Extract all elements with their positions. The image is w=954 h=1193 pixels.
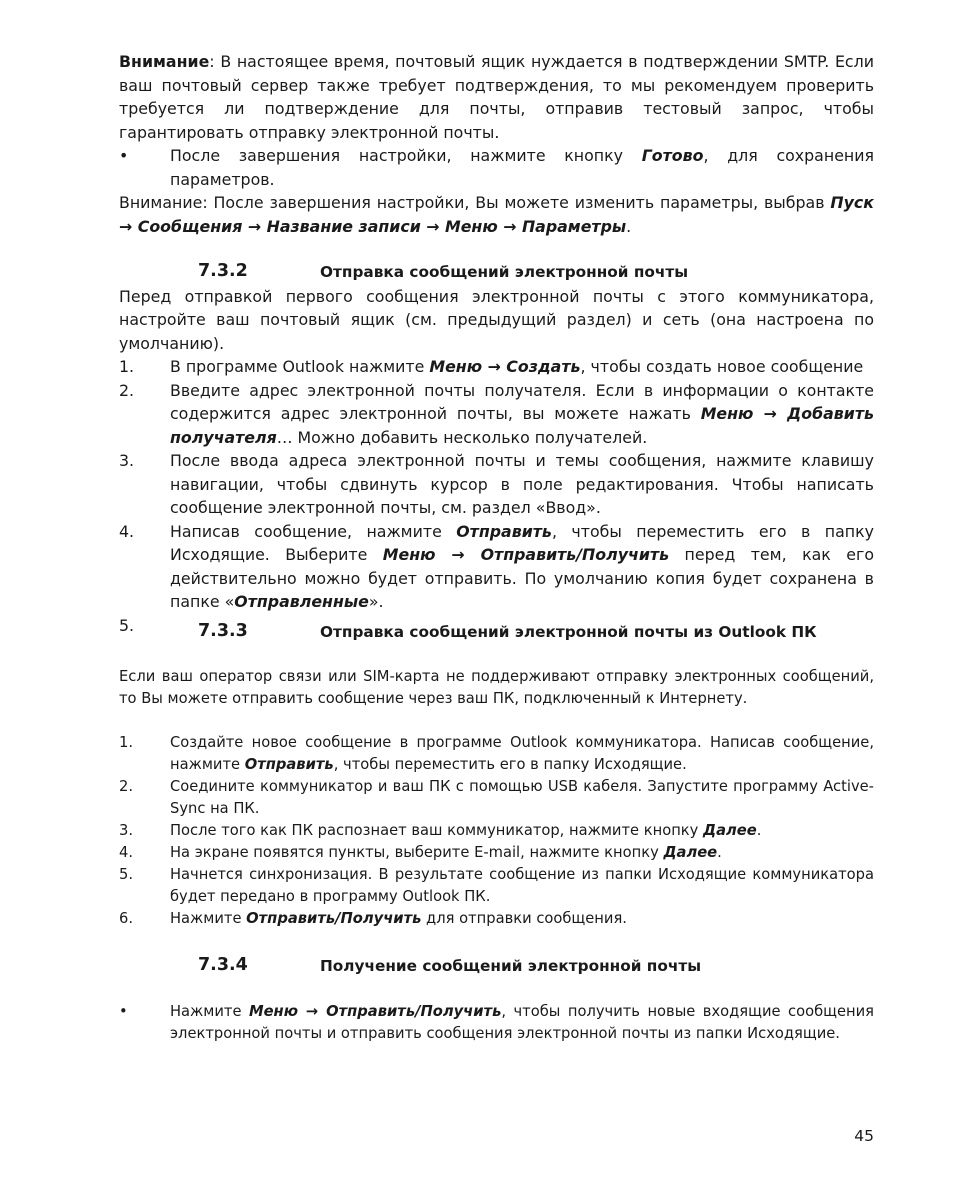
list-number: 1.	[119, 734, 134, 751]
list-item-emphasis: Отправленные	[234, 592, 369, 611]
list-item-text: , чтобы создать новое сообщение	[580, 357, 864, 376]
list-number: 2.	[119, 380, 135, 400]
list-item	[119, 776, 874, 820]
list-item-emphasis: Меню → Отправить/Получить	[382, 545, 670, 564]
section-heading-7-3-4	[119, 954, 874, 978]
list-item-text: Нажмите	[170, 910, 247, 927]
list-item-text: .	[756, 822, 762, 839]
bullet-text-end: , для сохранения параметров.	[170, 146, 875, 189]
section-heading-7-3-2	[119, 260, 874, 284]
document-page	[119, 50, 874, 1045]
list-item-text: Введите адрес электронной почты получателя. Если в информации о контакте содержится адрес электронной почты, вы можете нажать	[170, 380, 874, 423]
list-item	[119, 355, 874, 379]
list-number: 5.	[119, 866, 134, 883]
list-item-text: … Можно добавить несколько получателей.	[276, 427, 648, 447]
bullet-bold: Меню → Отправить/Получить	[248, 1002, 502, 1020]
section-body-7-3-3	[119, 644, 874, 930]
list-item-emphasis: Меню → Добавить получателя	[170, 404, 874, 447]
list-number: 6.	[119, 910, 134, 927]
list-item	[119, 520, 874, 614]
list-item-text: перед тем, как его действительно можно будет отправить. По умолчанию копия будет сохранена в папке «	[170, 545, 874, 611]
list-item-text: Написав сообщение, нажмите	[170, 521, 457, 541]
list-item-emphasis: Отправить	[244, 756, 334, 773]
list-item-text: ».	[368, 592, 384, 611]
list-item-text: В программе Outlook нажмите	[170, 357, 430, 376]
bullet-marker: •	[119, 146, 129, 165]
list-number: 1.	[119, 357, 135, 376]
list-number: 3.	[119, 451, 135, 470]
list-item-text: Начнется синхронизация. В результате сообщение из папки Исходящие коммуникатора будет передано в программу Outlook ПК.	[170, 866, 874, 905]
bullet-marker: •	[119, 1002, 128, 1020]
menu-path: Пуск → Сообщения → Название записи → Меню → Параметры	[119, 193, 874, 236]
list-item-text: После ввода адреса электронной почты и темы сообщения, нажмите клавишу навигации, чтобы сдвинуть курсор в поле редактирования. Чтобы написать сообщение электронной почты, см. раздел «Ввод».	[170, 451, 874, 517]
section-title: Отправка сообщений электронной почты	[320, 263, 689, 281]
bullet-text-end: , чтобы получить новые входящие сообщения электронной почты и отправить сообщения электронной почты из папки Исходящие.	[170, 1002, 874, 1042]
list-item-text: .	[717, 844, 722, 861]
note-settings-text: Внимание: После завершения настройки, Вы можете изменить параметры, выбрав	[119, 193, 831, 212]
section-title: Отправка сообщений электронной почты из Outlook ПК	[320, 622, 817, 641]
list-number: 3.	[119, 822, 134, 839]
bullet-item	[119, 1001, 874, 1045]
list-number: 2.	[119, 778, 134, 795]
list-item	[119, 449, 874, 520]
list-item-text: для отправки сообщения.	[421, 910, 627, 927]
section-intro: Если ваш оператор связи или SIM-карта не поддерживают отправку электронных сообщений, то Вы можете отправить сообщение через ваш ПК, подключенный к Интернету.	[119, 668, 874, 707]
page-number: 45	[854, 1127, 874, 1145]
list-item-emphasis: Меню → Создать	[429, 357, 581, 376]
list-item	[119, 908, 874, 930]
bullet-item	[119, 144, 874, 191]
numbered-list	[119, 732, 874, 930]
list-item-emphasis: Отправить/Получить	[246, 910, 422, 927]
note-text: : В настоящее время, почтовый ящик нуждается в подтверждении SMTP. Если ваш почтовый сервер также требует подтверждения, то мы рекомендуем проверить требуется ли подтверждение для почты, отправив тестовый запрос, чтобы гарантировать отправку электронной почты.	[119, 52, 874, 142]
bullet-text: Нажмите	[170, 1002, 249, 1020]
list-item-text: После того как ПК распознает ваш коммуникатор, нажмите кнопку	[170, 822, 704, 839]
list-item-text: На экране появятся пункты, выберите E-mail, нажмите кнопку	[170, 844, 664, 861]
list-item-emphasis: Далее	[663, 844, 718, 861]
note-label: Внимание	[119, 52, 210, 71]
section-intro: Перед отправкой первого сообщения электронной почты с этого коммуникатора, настройте ваш почтовый ящик (см. предыдущий раздел) и сеть (она настроена по умолчанию).	[119, 286, 874, 353]
list-item-text: Соедините коммуникатор и ваш ПК с помощью USB кабеля. Запустите программу Active-Sync на ПК.	[170, 778, 874, 817]
section-number: 7.3.2	[198, 261, 248, 281]
section-body-7-3-4	[119, 979, 874, 1045]
list-number: 5.	[119, 615, 135, 635]
note-settings-end: .	[626, 216, 632, 236]
list-number: 4.	[119, 844, 134, 861]
list-item	[119, 864, 874, 908]
bullet-bold: Готово	[641, 146, 704, 165]
note-settings	[119, 191, 874, 238]
section-heading-7-3-3	[119, 620, 874, 644]
list-item-text: Создайте новое сообщение в программе Outlook коммуникатора. Написав сообщение, нажмите	[170, 734, 874, 773]
list-item-text: , чтобы переместить его в папку Исходящие. Выберите	[170, 521, 874, 564]
list-item	[119, 732, 874, 776]
section-number: 7.3.4	[198, 955, 248, 975]
list-item	[119, 379, 874, 450]
bullet-text: После завершения настройки, нажмите кнопку	[170, 146, 642, 165]
list-item	[119, 842, 874, 864]
note-smtp	[119, 50, 874, 144]
list-item	[119, 820, 874, 842]
section-number: 7.3.3	[198, 620, 248, 641]
list-item-emphasis: Отправить	[456, 521, 552, 541]
list-number: 4.	[119, 521, 135, 541]
section-title: Получение сообщений электронной почты	[320, 957, 702, 975]
list-item-text: , чтобы переместить его в папку Исходящие.	[333, 756, 687, 773]
list-item-emphasis: Далее	[703, 822, 757, 839]
